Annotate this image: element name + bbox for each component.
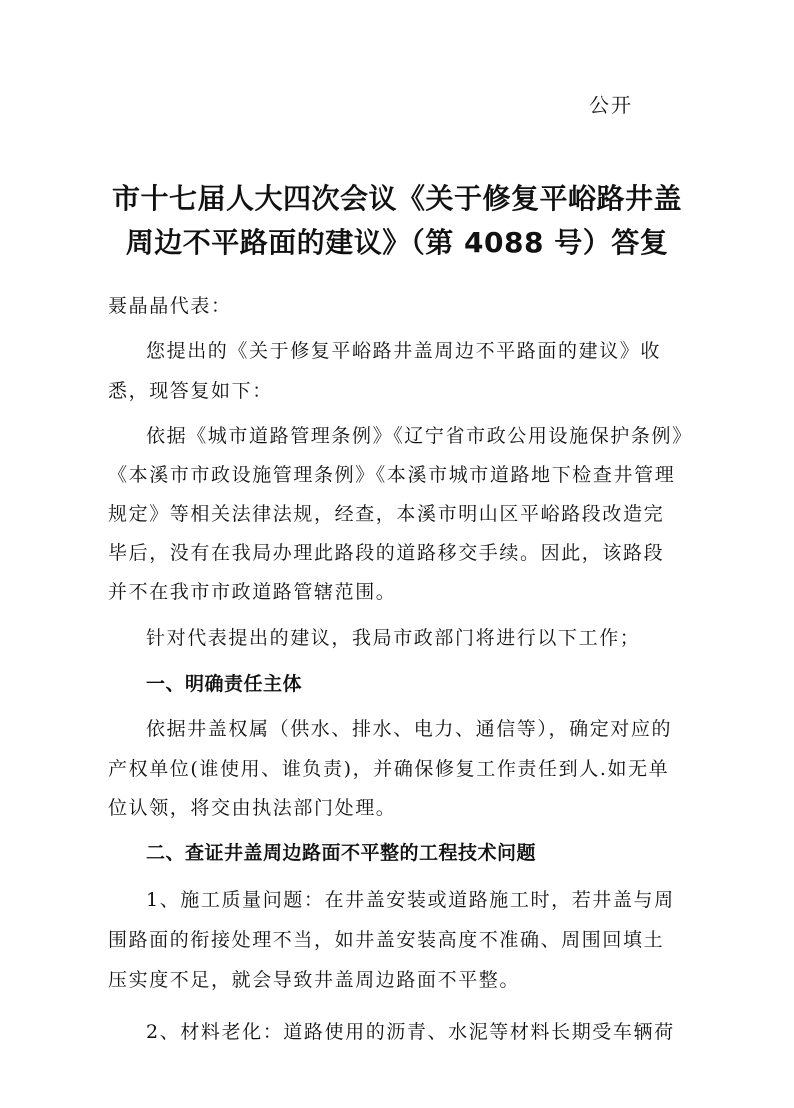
paragraph-5-line-1: 1、施工质量问题：在井盖安装或道路施工时，若井盖与周 [146, 889, 675, 911]
paragraph-1-line-1: 您提出的《关于修复平峪路井盖周边不平路面的建议》收 [146, 340, 662, 362]
paragraph-6-line-1: 2、材料老化：道路使用的沥青、水泥等材料长期受车辆荷 [146, 1021, 675, 1043]
document-title-line-1: 市十七届人大四次会议《关于修复平峪路井盖 [111, 182, 682, 215]
section-heading-2: 二、查证井盖周边路面不平整的工程技术问题 [146, 842, 537, 864]
paragraph-3-line-1: 针对代表提出的建议，我局市政部门将进行以下工作； [146, 627, 641, 649]
document-title-line-2: 周边不平路面的建议》（第 4088 号）答复 [125, 226, 669, 259]
salutation: 聂晶晶代表： [108, 295, 232, 317]
paragraph-2-line-5: 并不在我市市政道路管辖范围。 [108, 581, 397, 603]
paragraph-1-line-2: 悉，现答复如下： [108, 380, 273, 402]
paragraph-2-line-3: 规定》等相关法律法规，经查，本溪市明山区平峪路段改造完 [108, 503, 665, 525]
paragraph-4-line-2: 产权单位(谁使用、谁负责)，并确保修复工作责任到人.如无单 [108, 758, 670, 780]
classification-label: 公开 [589, 93, 633, 117]
paragraph-2-line-1: 依据《城市道路管理条例》《辽宁省市政公用设施保护条例》 [146, 425, 693, 447]
paragraph-4-line-3: 位认领，将交由执法部门处理。 [108, 797, 397, 819]
paragraph-5-line-2: 围路面的衔接处理不当，如井盖安装高度不准确、周围回填土 [108, 929, 665, 951]
paragraph-2-line-4: 毕后，没有在我局办理此路段的道路移交手续。因此，该路段 [108, 542, 665, 564]
section-heading-1: 一、明确责任主体 [146, 673, 303, 695]
paragraph-4-line-1: 依据井盖权属（供水、排水、电力、通信等），确定对应的 [146, 718, 673, 740]
paragraph-2-line-2: 《本溪市市政设施管理条例》《本溪市城市道路地下检查井管理 [108, 464, 676, 486]
paragraph-5-line-3: 压实度不足，就会导致井盖周边路面不平整。 [108, 969, 521, 991]
